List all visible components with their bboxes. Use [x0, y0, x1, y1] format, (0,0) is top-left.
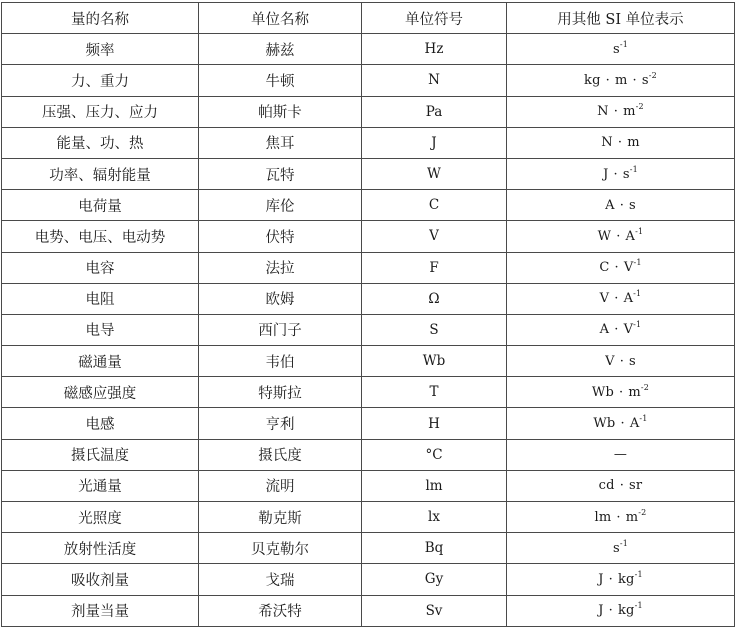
- quantity-name-cell: 能量、功、热: [2, 127, 199, 158]
- unit-symbol-cell: Bq: [362, 533, 507, 564]
- unit-term: A: [629, 416, 640, 432]
- unit-name-cell: 瓦特: [199, 158, 362, 189]
- unit-term: V: [623, 322, 634, 338]
- table-row: [2, 564, 735, 595]
- unit-term: J: [603, 166, 609, 182]
- unit-name-cell: 亨利: [199, 408, 362, 439]
- si-expression-cell: [507, 408, 735, 439]
- table-row: [2, 439, 735, 470]
- table-row: [2, 127, 735, 158]
- unit-term: V: [623, 260, 634, 276]
- column-header-unit-name: 单位名称: [199, 3, 362, 34]
- multiplication-dot: ·: [617, 135, 623, 151]
- multiplication-dot: ·: [614, 322, 619, 338]
- unit-term: A: [625, 228, 636, 244]
- unit-term: s: [622, 166, 630, 182]
- si-expression-cell: [507, 283, 735, 314]
- si-expression-cell: [507, 502, 735, 533]
- unit-term: m: [625, 509, 639, 525]
- unit-exponent: -1: [634, 601, 643, 611]
- multiplication-dot: ·: [614, 260, 619, 276]
- unit-term: s: [612, 540, 620, 556]
- table-row: [2, 34, 735, 65]
- column-header-unit-symbol: 单位符号: [362, 3, 507, 34]
- multiplication-dot: ·: [605, 72, 610, 88]
- unit-exponent: -1: [633, 289, 642, 299]
- unit-symbol-cell: lx: [362, 502, 507, 533]
- quantity-name-cell: 磁感应强度: [2, 377, 199, 408]
- si-expression-cell: [507, 252, 735, 283]
- unit-name-cell: 法拉: [199, 252, 362, 283]
- unit-name-cell: 韦伯: [199, 346, 362, 377]
- unit-term: kg: [617, 603, 635, 619]
- unit-term: s: [641, 72, 649, 88]
- si-expression-cell: [507, 127, 735, 158]
- unit-term: J: [598, 603, 604, 619]
- unit-term: A: [599, 322, 610, 338]
- si-expression-cell: [507, 158, 735, 189]
- si-expression-cell: [507, 34, 735, 65]
- unit-exponent: -2: [635, 102, 644, 112]
- unit-symbol-cell: C: [362, 190, 507, 221]
- column-header-si-expression: 用其他 SI 单位表示: [507, 3, 735, 34]
- unit-name-cell: 伏特: [199, 221, 362, 252]
- unit-term: m: [627, 135, 640, 151]
- quantity-name-cell: 电容: [2, 252, 199, 283]
- unit-term: cd: [598, 478, 615, 494]
- quantity-name-cell: 电势、电压、电动势: [2, 221, 199, 252]
- unit-name-cell: 帕斯卡: [199, 96, 362, 127]
- unit-name-cell: 贝克勒尔: [199, 533, 362, 564]
- unit-term: J: [598, 571, 604, 587]
- quantity-name-cell: 电导: [2, 314, 199, 345]
- multiplication-dot: ·: [616, 509, 621, 525]
- table-row: [2, 96, 735, 127]
- si-expression-cell: [507, 377, 735, 408]
- table-row: [2, 252, 735, 283]
- table-row: [2, 377, 735, 408]
- multiplication-dot: ·: [619, 197, 625, 213]
- unit-symbol-cell: Ω: [362, 283, 507, 314]
- unit-term: A: [605, 197, 615, 213]
- unit-exponent: -1: [635, 226, 644, 236]
- unit-symbol-cell: H: [362, 408, 507, 439]
- multiplication-dot: ·: [614, 291, 619, 307]
- multiplication-dot: ·: [619, 478, 625, 494]
- table-body: [2, 34, 735, 627]
- si-expression-cell: [507, 65, 735, 96]
- si-expression-cell: [507, 221, 735, 252]
- quantity-name-cell: 光通量: [2, 470, 199, 501]
- unit-exponent: -2: [638, 507, 647, 517]
- unit-name-cell: 勒克斯: [199, 502, 362, 533]
- unit-term: Wb: [591, 384, 614, 400]
- table-row: [2, 533, 735, 564]
- unit-term: —: [613, 447, 628, 463]
- unit-exponent: -1: [633, 258, 642, 268]
- unit-exponent: -1: [634, 569, 643, 579]
- unit-term: V: [599, 291, 610, 307]
- unit-term: s: [612, 41, 620, 57]
- unit-term: W: [597, 228, 612, 244]
- unit-term: m: [628, 384, 641, 400]
- unit-exponent: -2: [648, 70, 657, 80]
- unit-term: V: [605, 353, 615, 369]
- unit-symbol-cell: Sv: [362, 595, 507, 626]
- si-expression-cell: [507, 564, 735, 595]
- unit-name-cell: 欧姆: [199, 283, 362, 314]
- unit-symbol-cell: V: [362, 221, 507, 252]
- multiplication-dot: ·: [613, 166, 618, 182]
- si-expression-cell: [507, 470, 735, 501]
- unit-name-cell: 流明: [199, 470, 362, 501]
- unit-name-cell: 西门子: [199, 314, 362, 345]
- unit-exponent: -2: [640, 382, 650, 392]
- table-row: [2, 65, 735, 96]
- unit-term: N: [597, 104, 609, 120]
- unit-term: m: [615, 72, 628, 88]
- unit-name-cell: 焦耳: [199, 127, 362, 158]
- unit-term: kg: [584, 72, 601, 88]
- quantity-name-cell: 功率、辐射能量: [2, 158, 199, 189]
- multiplication-dot: ·: [632, 72, 637, 88]
- si-expression-cell: [507, 190, 735, 221]
- unit-exponent: -1: [633, 320, 642, 330]
- quantity-name-cell: 电感: [2, 408, 199, 439]
- table-row: [2, 502, 735, 533]
- unit-symbol-cell: °C: [362, 439, 507, 470]
- unit-name-cell: 特斯拉: [199, 377, 362, 408]
- table-row: [2, 283, 735, 314]
- si-expression-cell: [507, 96, 735, 127]
- quantity-name-cell: 电荷量: [2, 190, 199, 221]
- table-row: [2, 408, 735, 439]
- unit-term: lm: [594, 509, 612, 525]
- unit-symbol-cell: N: [362, 65, 507, 96]
- multiplication-dot: ·: [620, 416, 625, 432]
- quantity-name-cell: 放射性活度: [2, 533, 199, 564]
- unit-symbol-cell: S: [362, 314, 507, 345]
- unit-symbol-cell: Wb: [362, 346, 507, 377]
- unit-exponent: -1: [629, 164, 638, 174]
- unit-term: sr: [629, 478, 643, 494]
- multiplication-dot: ·: [613, 104, 619, 120]
- quantity-name-cell: 频率: [2, 34, 199, 65]
- table-row: [2, 221, 735, 252]
- multiplication-dot: ·: [616, 228, 621, 244]
- quantity-name-cell: 摄氏温度: [2, 439, 199, 470]
- header-row: [2, 3, 735, 34]
- si-expression-cell: [507, 533, 735, 564]
- unit-exponent: -1: [619, 538, 629, 548]
- unit-term: kg: [617, 571, 635, 587]
- quantity-name-cell: 压强、压力、应力: [2, 96, 199, 127]
- multiplication-dot: ·: [608, 571, 613, 587]
- column-header-quantity: 量的名称: [2, 3, 199, 34]
- unit-exponent: -1: [619, 39, 629, 49]
- multiplication-dot: ·: [619, 353, 625, 369]
- table-row: [2, 346, 735, 377]
- unit-exponent: -1: [639, 414, 648, 424]
- unit-name-cell: 牛顿: [199, 65, 362, 96]
- quantity-name-cell: 力、重力: [2, 65, 199, 96]
- unit-symbol-cell: J: [362, 127, 507, 158]
- unit-term: m: [623, 104, 636, 120]
- unit-name-cell: 库伦: [199, 190, 362, 221]
- table-row: [2, 190, 735, 221]
- unit-term: s: [629, 197, 636, 213]
- unit-term: s: [629, 353, 636, 369]
- quantity-name-cell: 光照度: [2, 502, 199, 533]
- si-expression-cell: [507, 439, 735, 470]
- unit-name-cell: 戈瑞: [199, 564, 362, 595]
- unit-name-cell: 希沃特: [199, 595, 362, 626]
- table-row: [2, 470, 735, 501]
- unit-symbol-cell: Gy: [362, 564, 507, 595]
- unit-name-cell: 赫兹: [199, 34, 362, 65]
- unit-symbol-cell: lm: [362, 470, 507, 501]
- quantity-name-cell: 吸收剂量: [2, 564, 199, 595]
- table-row: [2, 595, 735, 626]
- table-row: [2, 158, 735, 189]
- unit-term: Wb: [593, 416, 616, 432]
- quantity-name-cell: 磁通量: [2, 346, 199, 377]
- unit-symbol-cell: Hz: [362, 34, 507, 65]
- unit-symbol-cell: W: [362, 158, 507, 189]
- unit-term: C: [599, 260, 610, 276]
- unit-name-cell: 摄氏度: [199, 439, 362, 470]
- si-derived-units-table: [1, 2, 735, 627]
- unit-term: A: [623, 291, 634, 307]
- multiplication-dot: ·: [608, 603, 613, 619]
- table-row: [2, 314, 735, 345]
- quantity-name-cell: 剂量当量: [2, 595, 199, 626]
- si-expression-cell: [507, 314, 735, 345]
- si-expression-cell: [507, 595, 735, 626]
- unit-symbol-cell: F: [362, 252, 507, 283]
- multiplication-dot: ·: [619, 384, 624, 400]
- unit-term: N: [601, 135, 613, 151]
- unit-symbol-cell: Pa: [362, 96, 507, 127]
- si-expression-cell: [507, 346, 735, 377]
- unit-symbol-cell: T: [362, 377, 507, 408]
- quantity-name-cell: 电阻: [2, 283, 199, 314]
